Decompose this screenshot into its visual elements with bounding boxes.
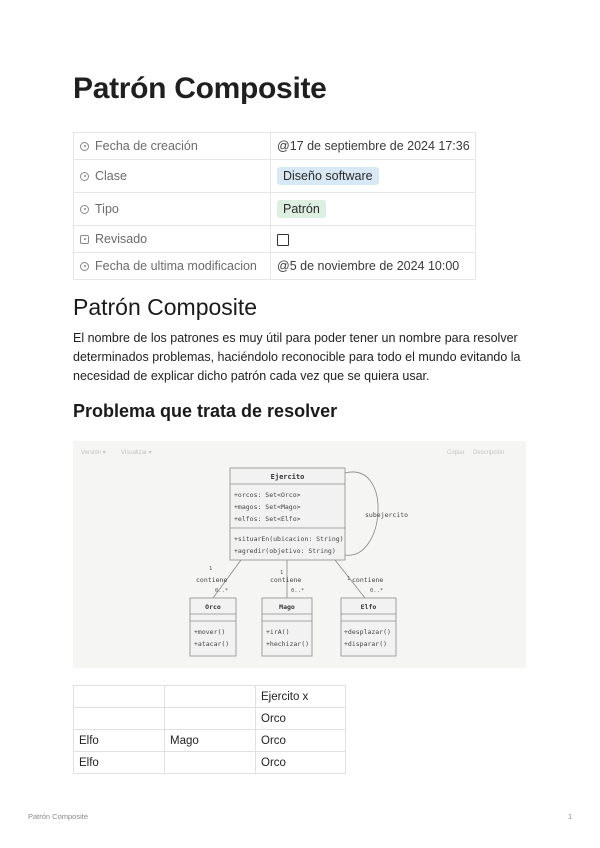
page-title: Patrón Composite xyxy=(73,72,327,105)
table-row xyxy=(74,730,346,752)
table-cell[interactable]: Elfo xyxy=(74,730,165,752)
class-tag[interactable]: Diseño software xyxy=(277,167,379,185)
table-cell[interactable] xyxy=(165,752,256,774)
property-key: Revisado xyxy=(74,226,271,253)
table-row xyxy=(74,752,346,774)
table-cell[interactable]: Orco xyxy=(256,752,346,774)
property-row xyxy=(74,160,476,193)
relation-label: contiene xyxy=(270,576,302,584)
relation-label: contiene xyxy=(352,576,384,584)
toolbar-copy[interactable]: Copiar xyxy=(447,450,465,456)
method: +desplazar() xyxy=(344,628,391,636)
class-elfo xyxy=(341,598,396,656)
attribute: +elfos: Set<Elfo> xyxy=(234,515,301,523)
method: +hechizar() xyxy=(266,640,310,648)
footer-page-number: 1 xyxy=(568,812,573,821)
class-name: Mago xyxy=(279,603,295,611)
table-row xyxy=(74,708,346,730)
class-name: Orco xyxy=(205,603,221,611)
property-row xyxy=(74,226,476,253)
table-cell[interactable]: Mago xyxy=(165,730,256,752)
data-table xyxy=(73,685,346,774)
class-name: Elfo xyxy=(360,603,377,611)
footer-title: Patrón Composite xyxy=(28,812,89,821)
property-key: Clase xyxy=(74,160,271,193)
method: +agredir(objetivo: String) xyxy=(234,547,336,555)
method: +irA() xyxy=(266,628,290,636)
property-row xyxy=(74,253,476,280)
self-relation-label: subejercito xyxy=(365,511,409,519)
mult-top: 1 xyxy=(209,566,213,572)
checkbox-icon xyxy=(80,235,89,244)
table-cell[interactable]: Ejercito x xyxy=(256,686,346,708)
uml-svg xyxy=(73,441,526,668)
property-row xyxy=(74,193,476,226)
class-mago xyxy=(262,598,312,656)
mult-bottom: 0..* xyxy=(370,588,384,594)
table-cell[interactable] xyxy=(165,686,256,708)
table-cell[interactable] xyxy=(74,686,165,708)
toolbar-visualize[interactable]: Visualizar ▾ xyxy=(121,450,152,456)
table-row xyxy=(74,686,346,708)
property-value xyxy=(271,226,476,253)
intro-paragraph: El nombre de los patrones es muy útil para poder tener un nombre para resolver determinados problemas, haciéndolo reconocible para todo el mundo evitando la necesidad de explicar dicho patrón cada vez que se quiera usar. xyxy=(73,331,521,383)
mult-bottom: 0..* xyxy=(215,588,229,594)
properties-table xyxy=(73,132,476,280)
method: +mover() xyxy=(194,628,226,636)
property-key: Tipo xyxy=(74,193,271,226)
relation-label: contiene xyxy=(196,576,228,584)
property-value[interactable] xyxy=(271,160,476,193)
property-row xyxy=(74,133,476,160)
toolbar-version[interactable]: Versión ▾ xyxy=(81,450,106,456)
attribute: +orcos: Set<Orco> xyxy=(234,491,301,499)
method: +disparar() xyxy=(344,640,388,648)
select-icon xyxy=(80,205,89,214)
class-name: Ejercito xyxy=(270,473,305,481)
subheading: Problema que trata de resolver xyxy=(73,401,338,421)
toolbar-description[interactable]: Descripción xyxy=(473,450,505,456)
mult-top: 1 xyxy=(347,576,351,582)
clock-icon xyxy=(80,262,89,271)
class-orco xyxy=(190,598,236,656)
mult-bottom: 0..* xyxy=(291,588,305,594)
table-cell[interactable]: Orco xyxy=(256,708,346,730)
property-value[interactable]: @17 de septiembre de 2024 17:36 xyxy=(271,133,476,160)
table-cell[interactable]: Orco xyxy=(256,730,346,752)
class-ejercito xyxy=(230,468,345,560)
property-key: Fecha de creación xyxy=(74,133,271,160)
reviewed-checkbox[interactable] xyxy=(277,234,289,246)
method: +atacar() xyxy=(194,640,230,648)
property-key: Fecha de ultima modificacion xyxy=(74,253,271,280)
select-icon xyxy=(80,172,89,181)
type-tag[interactable]: Patrón xyxy=(277,200,326,218)
section-heading: Patrón Composite xyxy=(73,294,258,320)
property-value[interactable]: @5 de noviembre de 2024 10:00 xyxy=(271,253,476,280)
table-cell[interactable] xyxy=(74,708,165,730)
property-value[interactable] xyxy=(271,193,476,226)
uml-diagram xyxy=(73,441,526,668)
table-cell[interactable] xyxy=(165,708,256,730)
attribute: +magos: Set<Mago> xyxy=(234,503,301,511)
method: +situarEn(ubicacion: String) xyxy=(234,535,344,543)
clock-icon xyxy=(80,142,89,151)
mult-top: 1 xyxy=(280,570,284,576)
table-cell[interactable]: Elfo xyxy=(74,752,165,774)
